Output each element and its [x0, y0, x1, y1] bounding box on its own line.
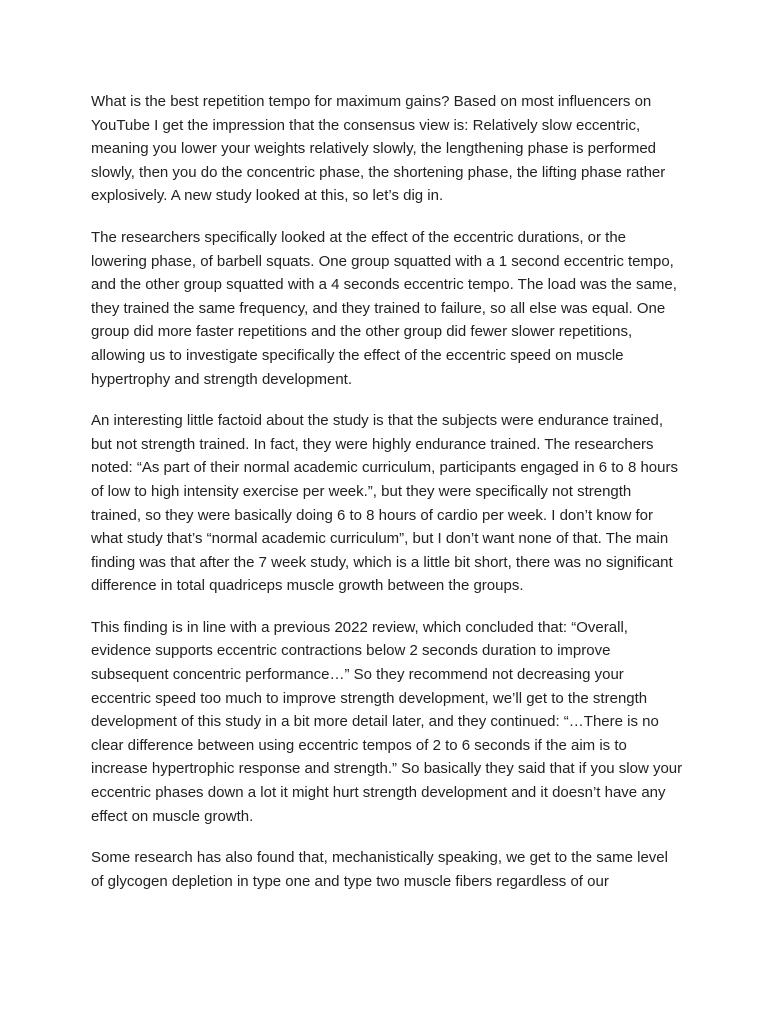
paragraph-1: What is the best repetition tempo for maximum gains? Based on most influencers on YouTube I get the impression that the consensus view is: Relatively slow eccentric, meaning you lower your weights relatively slowly, the lengthening phase is performed slowly, then you do the concentric phase, the shortening phase, the lifting phase rather explosively. A new study looked at this, so let’s dig in. [91, 93, 666, 205]
paragraph-4: This finding is in line with a previous 2022 review, which concluded that: “Overall, evidence supports eccentric contractions below 2 seconds duration to improve subsequent concentric performance…” So they recommend not decreasing your eccentric speed too much to improve strength development, we’ll get to the strength development of this study in a bit more detail later, and they continued: “…There is no clear difference between using eccentric tempos of 2 to 6 seconds if the aim is to increase hypertrophic response and strength.” So basically they said that if you slow your eccentric phases down a lot it might hurt strength development and it doesn’t have any effect on muscle growth. [91, 618, 683, 825]
paragraph-2: The researchers specifically looked at the effect of the eccentric durations, or the lowering phase, of barbell squats. One group squatted with a 1 second eccentric tempo, and the other group squatted with a 4 seconds eccentric tempo. The load was the same, they trained the same frequency, and they trained to failure, so all else was equal. One group did more faster repetitions and the other group did fewer slower repetitions, allowing us to investigate specifically the effect of the eccentric speed on muscle hypertrophy and strength development. [91, 228, 677, 388]
paragraph-3: An interesting little factoid about the study is that the subjects were endurance trained, but not strength trained. In fact, they were highly endurance trained. The researchers noted: “As part of their normal academic curriculum, participants engaged in 6 to 8 hours of low to high intensity exercise per week.”, but they were specifically not strength trained, so they were basically doing 6 to 8 hours of cardio per week. I don’t know for what study that’s “normal academic curriculum”, but I don’t want none of that. The main finding was that after the 7 week study, which is a little bit short, there was no significant difference in total quadriceps muscle growth between the groups. [91, 412, 678, 595]
paragraph-5: Some research has also found that, mechanistically speaking, we get to the same level of glycogen depletion in type one and type two muscle fibers regardless of our [91, 849, 668, 890]
document-body [91, 90, 683, 911]
